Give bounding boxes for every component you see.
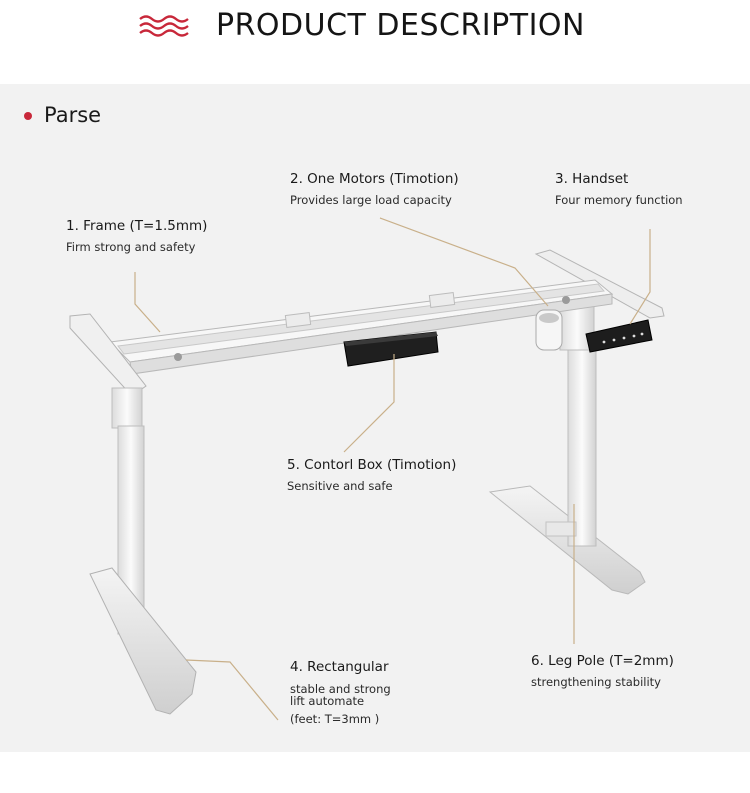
callout-rectangular-title: 4. Rectangular [290, 659, 389, 675]
callout-control-box-desc: Sensitive and safe [287, 479, 393, 493]
callout-rectangular-desc-3: (feet: T=3mm ) [290, 712, 380, 726]
callout-rectangular-desc-1: stable and strong [290, 682, 391, 696]
callout-rectangular-desc-2: lift automate [290, 694, 365, 708]
section-title: Parse [44, 103, 102, 127]
callout-frame-title: 1. Frame (T=1.5mm) [66, 218, 208, 234]
leader-line-control-box [344, 354, 394, 452]
leader-line-frame [135, 272, 160, 332]
leader-line-rectangular [186, 660, 278, 720]
wave-icon [138, 14, 190, 38]
callout-motor-title: 2. One Motors (Timotion) [290, 171, 459, 187]
bottom-strip [0, 752, 750, 793]
callout-frame-desc: Firm strong and safety [66, 240, 196, 254]
page-title: PRODUCT DESCRIPTION [216, 8, 585, 43]
callout-leg-pole-desc: strengthening stability [531, 675, 661, 689]
callout-control-box-title: 5. Contorl Box (Timotion) [287, 457, 457, 473]
callout-leg-pole-title: 6. Leg Pole (T=2mm) [531, 653, 674, 669]
handset [586, 320, 652, 352]
callout-motor-desc: Provides large load capacity [290, 193, 452, 207]
motor [536, 310, 562, 350]
header [0, 0, 750, 84]
callout-handset-title: 3. Handset [555, 171, 629, 187]
callout-handset-desc: Four memory function [555, 193, 683, 207]
